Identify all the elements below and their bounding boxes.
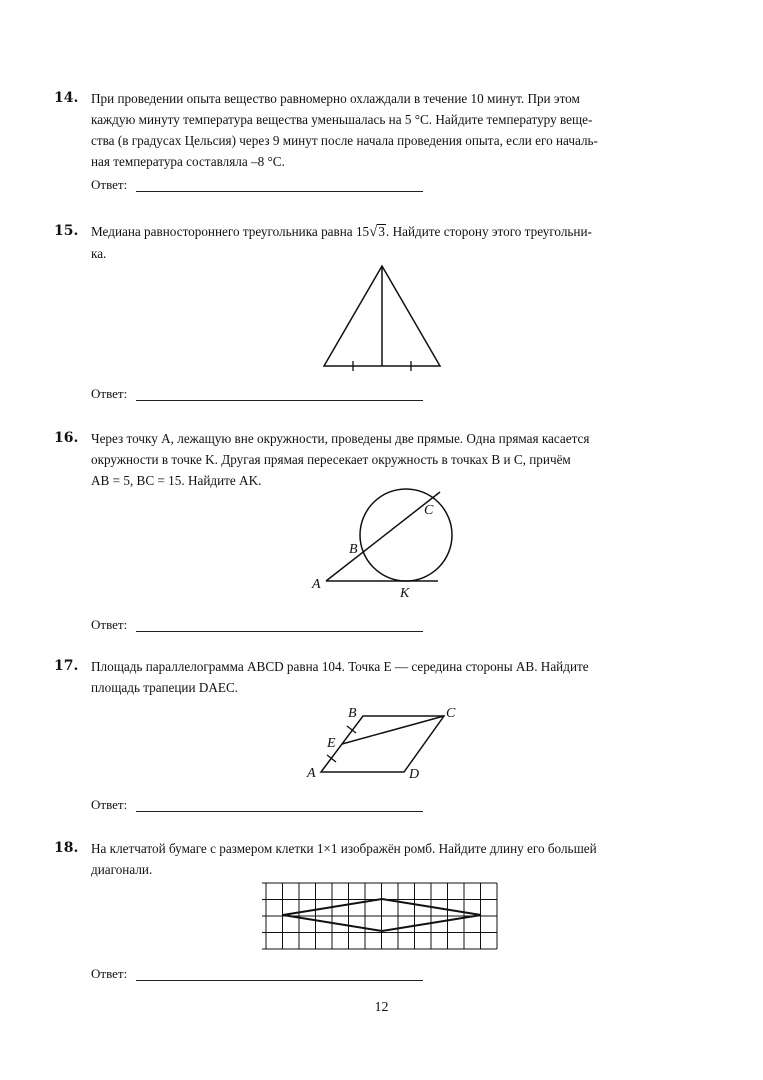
checkered-grid <box>262 883 497 949</box>
point-label-E: E <box>327 736 336 751</box>
problem-number: 14. <box>54 90 79 106</box>
problem-number: 15. <box>54 223 79 239</box>
text-line: площадь трапеции DAEC. <box>91 680 239 695</box>
text-line: Площадь параллелограмма ABCD равна 104. Точка E — середина стороны AB. Найдите <box>91 659 589 674</box>
answer-label: Ответ: <box>91 966 128 981</box>
answer-label: Ответ: <box>91 386 128 401</box>
point-label-K: K <box>400 586 410 601</box>
point-label-C: C <box>424 503 434 518</box>
problem-number: 16. <box>54 430 79 446</box>
answer-label: Ответ: <box>91 797 128 812</box>
text-line: AB = 5, BC = 15. Найдите AK. <box>91 473 262 488</box>
text-line: При проведении опыта вещество равномерно охлаждали в течение 10 минут. При этом <box>91 91 580 106</box>
text-line: ка. <box>91 246 107 261</box>
answer-line[interactable] <box>136 980 423 981</box>
answer-label: Ответ: <box>91 617 128 632</box>
point-label-A: A <box>307 766 316 781</box>
text-line: окружности в точке K. Другая прямая пересекает окружность в точках B и C, причём <box>91 452 571 467</box>
point-label-A: A <box>312 577 321 592</box>
answer-label: Ответ: <box>91 177 128 192</box>
problem-number: 17. <box>54 658 79 674</box>
text-line: диагонали. <box>91 862 153 877</box>
text-part: . Найдите сторону этого треугольни- <box>385 224 592 239</box>
point-label-B: B <box>348 706 357 721</box>
text-line: На клетчатой бумаге с размером клетки 1×1 изображён ромб. Найдите длину его большей <box>91 841 597 856</box>
page-number: 12 <box>374 1000 389 1015</box>
text-line: ная температура составляла –8 °C. <box>91 154 285 169</box>
point-label-D: D <box>409 767 420 782</box>
point-label-C: C <box>446 706 456 721</box>
text-line: ства (в градусах Цельсия) через 9 минут после начала проведения опыта, если его началь- <box>91 133 598 148</box>
text-part: Медиана равностороннего треугольника равна 15 <box>91 224 370 239</box>
text-line: каждую минуту температура вещества уменьшалась на 5 °C. Найдите температуру веще- <box>91 112 593 127</box>
point-label-B: B <box>349 542 358 557</box>
problem-number: 18. <box>54 840 79 856</box>
problem-text: Медиана равностороннего треугольника равна 15√3. Найдите сторону этого треугольни- ка. <box>91 221 711 264</box>
sqrt-argument: 3 <box>378 224 385 239</box>
answer-field[interactable] <box>91 966 127 982</box>
text-line: Через точку A, лежащую вне окружности, проведены две прямые. Одна прямая касается <box>91 431 590 446</box>
